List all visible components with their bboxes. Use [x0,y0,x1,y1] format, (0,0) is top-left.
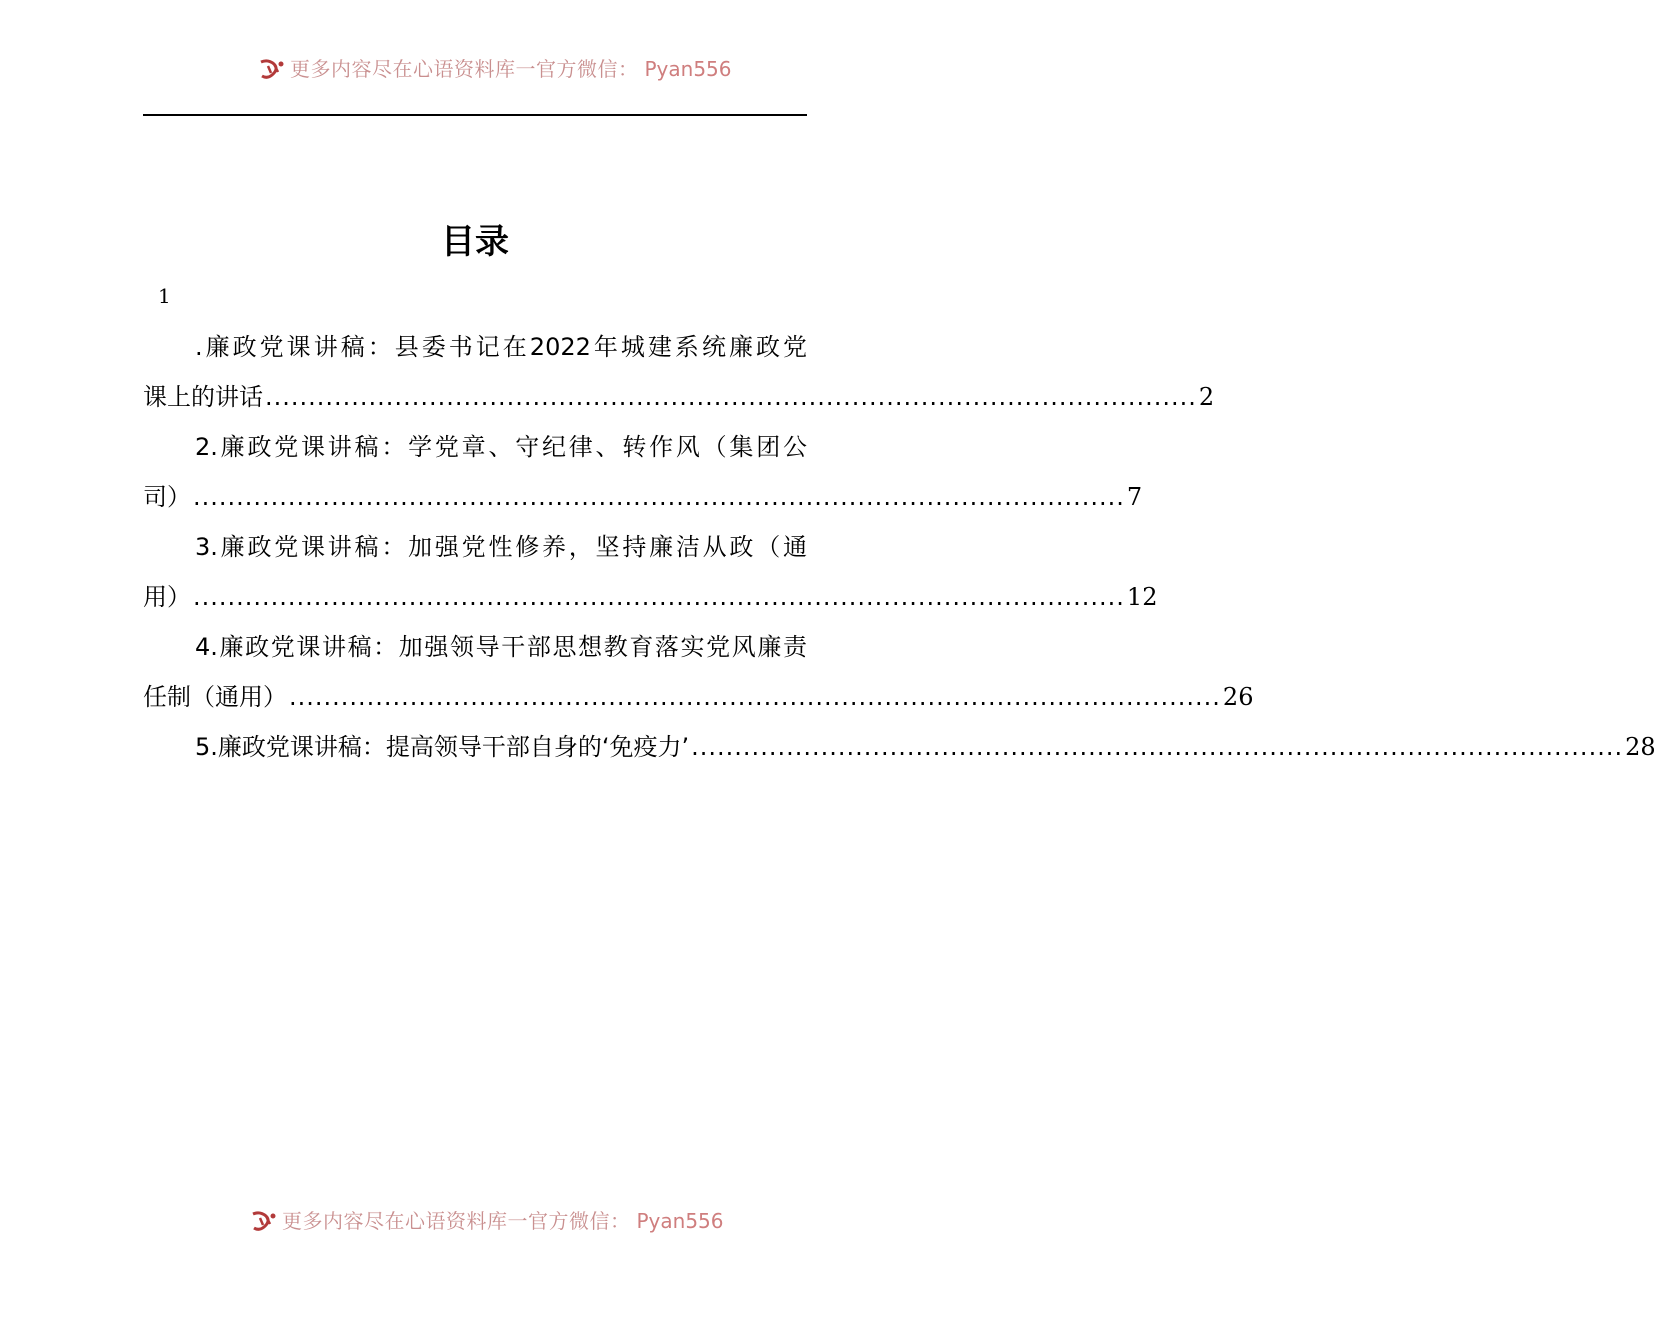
table-of-contents [143,322,1656,772]
dot-leader: ............................................................................................................ [193,583,1125,611]
toc-entry-2[interactable] [143,422,1143,522]
header-divider [143,114,807,116]
toc-entry-continuation [143,472,1143,522]
toc-page-number: 7 [1126,483,1143,511]
page-title: 目录 [441,222,509,262]
dot-leader: ............................................................................................................ [691,733,1624,761]
watermark-account: Pyan556 [644,57,732,81]
toc-entry-title: 2.廉政党课讲稿：学党章、守纪律、转作风（集团公 [195,433,807,461]
toc-entry-title-cont: 用） [143,583,191,611]
toc-entry-title: 5.廉政党课讲稿：提高领导干部自身的‘免疫力’ [195,733,690,761]
toc-entry-3[interactable] [143,522,1158,622]
toc-entry-title-cont: 任制（通用） [143,683,287,711]
toc-entry-title: .廉政党课讲稿：县委书记在2022年城建系统廉政党 [195,333,807,361]
toc-entry-continuation [143,672,1254,722]
footer-watermark [250,1210,724,1232]
dot-leader: ............................................................................................................ [265,383,1197,411]
dot-leader: ............................................................................................................ [193,483,1125,511]
toc-entry-title: 3.廉政党课讲稿：加强党性修养，坚持廉洁从政（通 [195,533,807,561]
toc-page-number: 26 [1222,683,1254,711]
brand-logo-icon [250,1210,278,1232]
toc-page-number: 2 [1198,383,1215,411]
dot-leader: ............................................................................................................ [289,683,1221,711]
toc-entry-continuation [143,372,1215,422]
toc-entry-title-cont: 课上的讲话 [143,383,263,411]
brand-logo-icon [258,58,286,80]
toc-marker: 1 [158,284,171,308]
toc-entry-5[interactable] [143,722,1656,772]
toc-entry-4[interactable] [143,622,1254,722]
toc-entry-title-cont: 司） [143,483,191,511]
toc-entry-1[interactable] [143,322,1215,422]
watermark-text: 更多内容尽在心语资料库一官方微信： [290,57,639,81]
toc-entry-row [195,722,1656,772]
toc-page-number: 12 [1126,583,1158,611]
header-watermark [258,58,732,80]
toc-entry-continuation [143,572,1158,622]
watermark-account: Pyan556 [636,1209,724,1233]
toc-page-number: 28 [1625,733,1656,761]
watermark-text: 更多内容尽在心语资料库一官方微信： [282,1209,631,1233]
toc-entry-title: 4.廉政党课讲稿：加强领导干部思想教育落实党风廉责 [195,633,807,661]
